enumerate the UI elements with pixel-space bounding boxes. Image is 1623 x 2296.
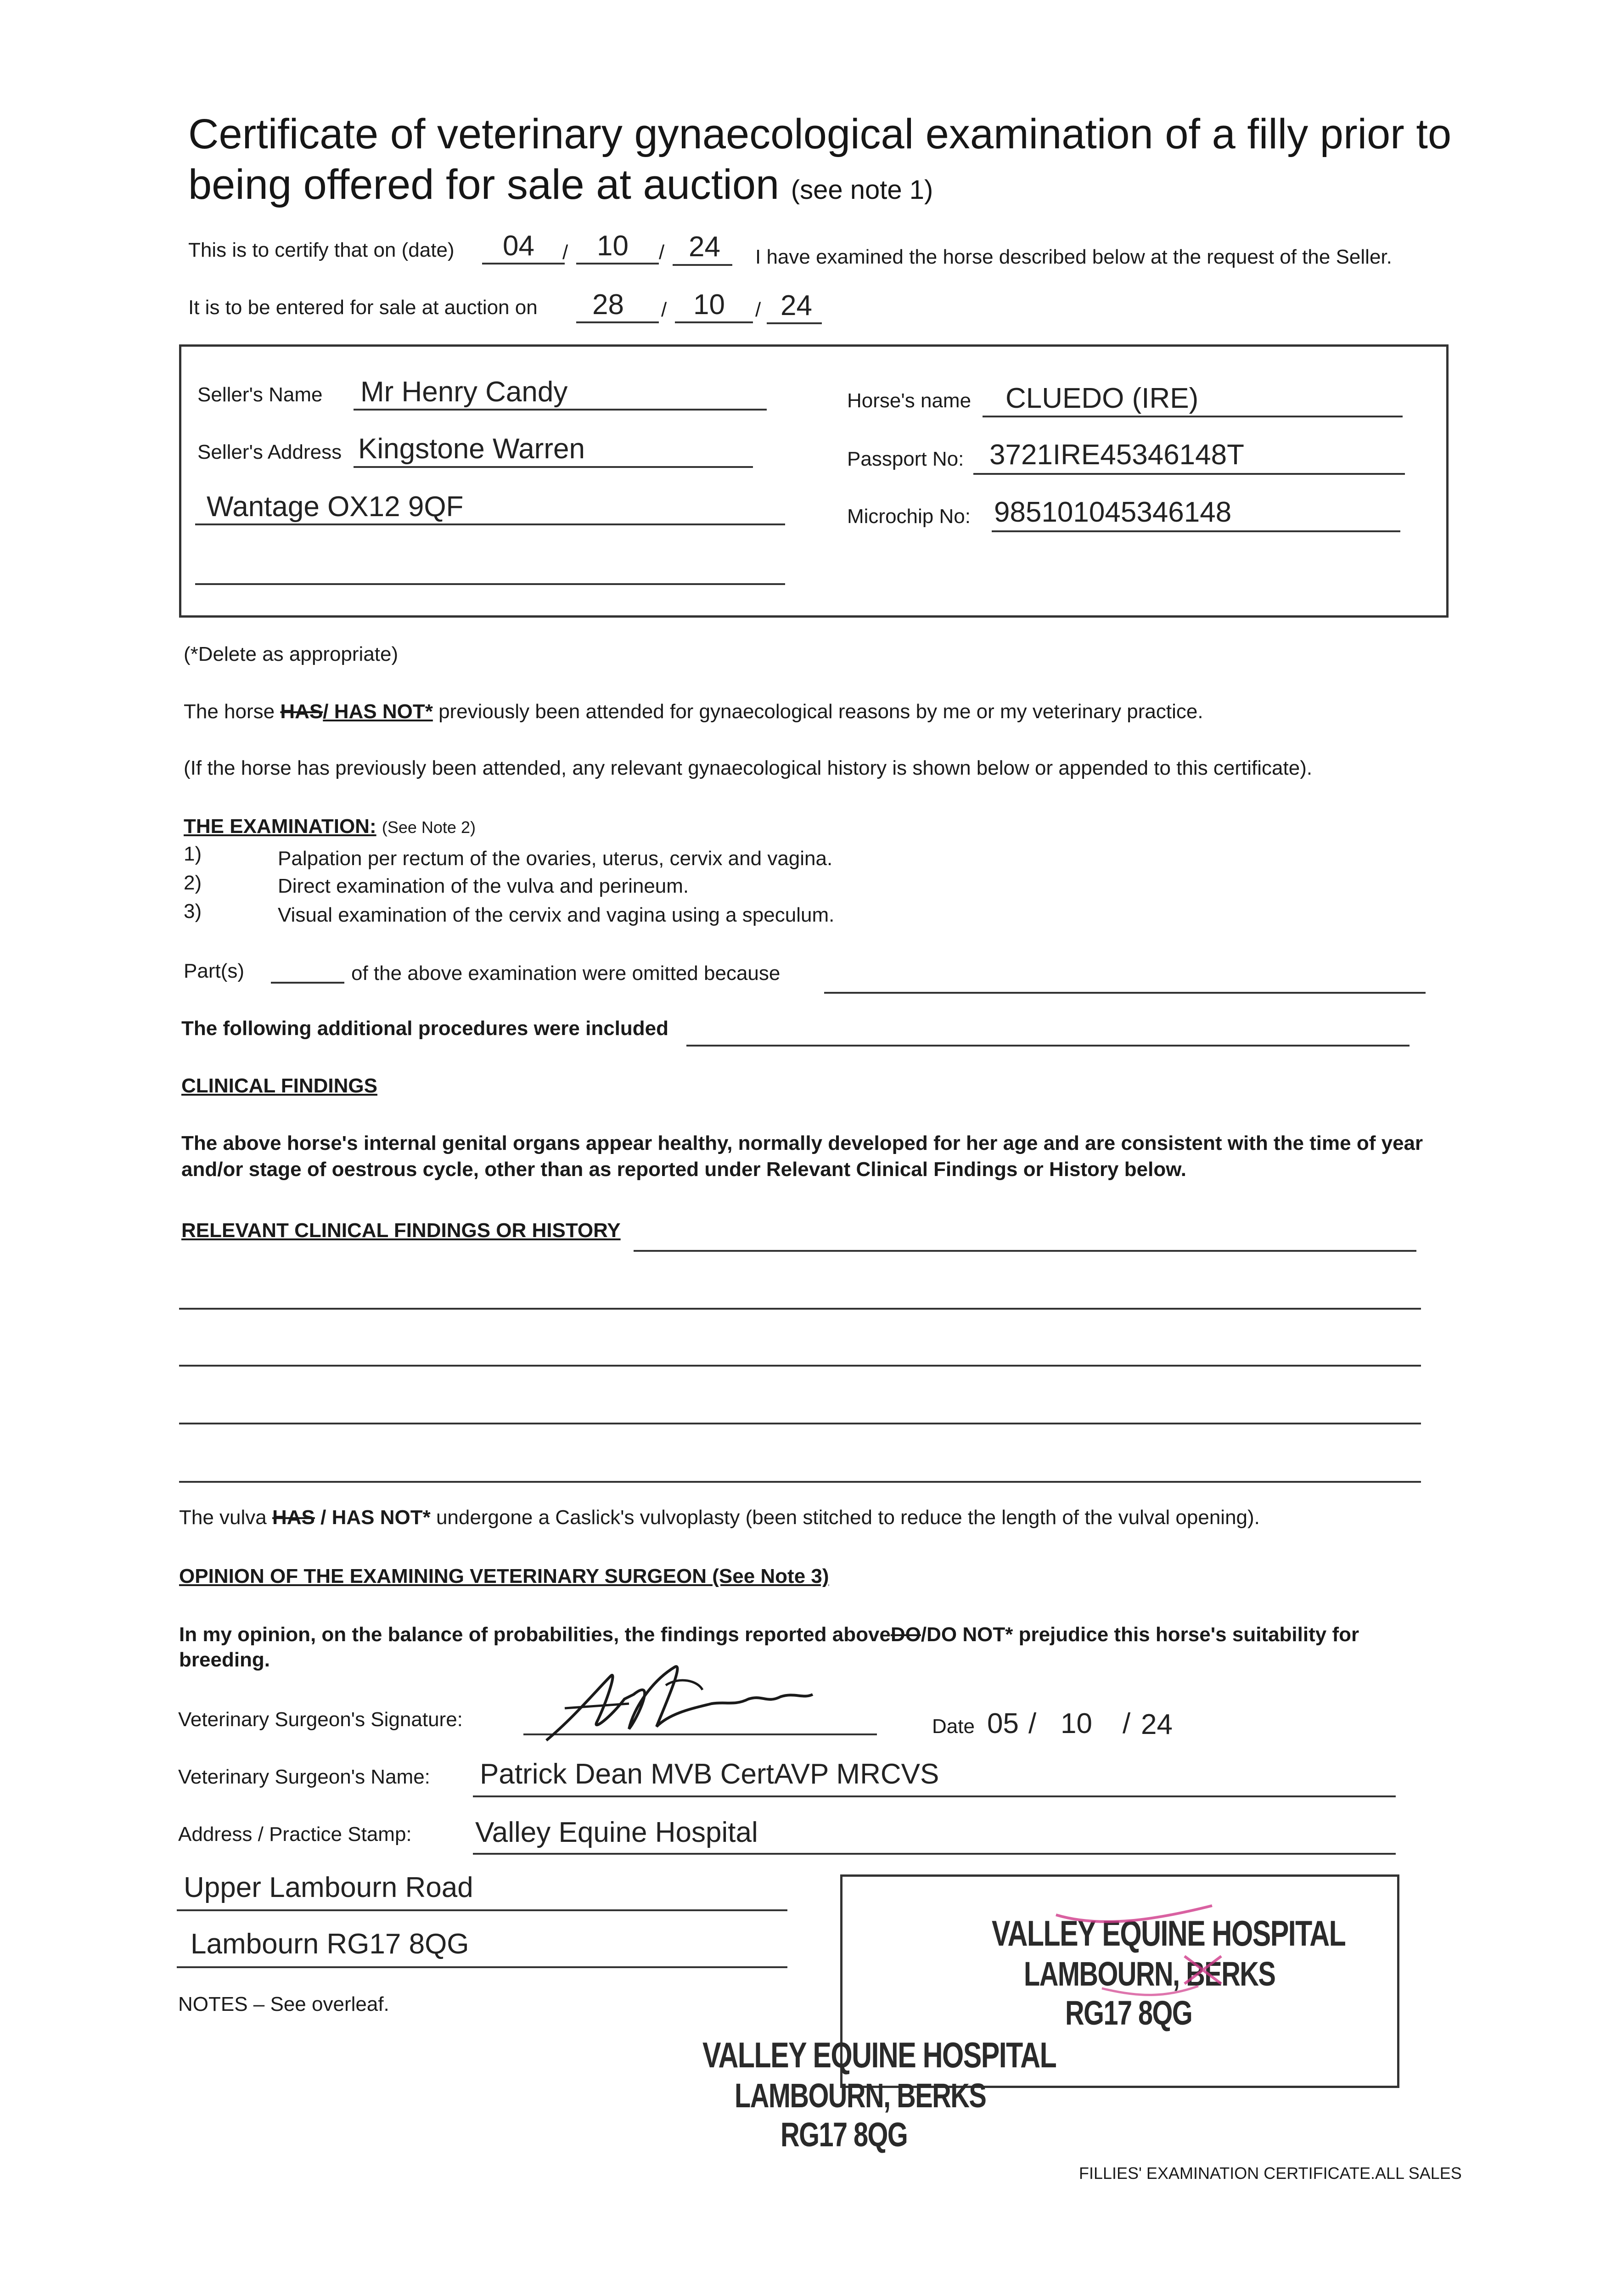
date-sep-2: / xyxy=(659,241,665,264)
examination-heading-note: (See Note 2) xyxy=(382,818,476,837)
stamp-lower-line2: LAMBOURN, BERKS xyxy=(735,2077,986,2115)
stamp-lower-line1: VALLEY EQUINE HOSPITAL xyxy=(702,2035,1056,2075)
auction-date-year: 24 xyxy=(781,290,812,321)
attended-prefix: The horse xyxy=(184,700,275,723)
delete-note: (*Delete as appropriate) xyxy=(184,643,399,665)
exam-item-2-num: 2) xyxy=(184,872,202,894)
date-sep-1: / xyxy=(562,241,568,264)
auction-sep-1: / xyxy=(661,298,667,321)
sign-date-sep-2: / xyxy=(1123,1708,1131,1739)
opinion-text-1b: /DO NOT* prejudice this horse's suitability for xyxy=(921,1623,1359,1646)
microchip-label: Microchip No: xyxy=(847,505,971,528)
auction-date-month: 10 xyxy=(693,289,725,321)
clinical-heading: CLINICAL FINDINGS xyxy=(181,1075,377,1097)
sign-date-year: 24 xyxy=(1141,1709,1173,1740)
exam-date-month: 10 xyxy=(597,230,629,262)
vulva-struck-option: HAS xyxy=(272,1506,315,1529)
title-line2 xyxy=(188,161,933,209)
exam-item-3-text: Visual examination of the cervix and vagina using a speculum. xyxy=(278,904,835,926)
attended-suffix: previously been attended for gynaecological reasons by me or my veterinary practice. xyxy=(438,700,1203,723)
attended-choice: / HAS NOT* xyxy=(323,700,433,723)
vulva-prefix: The vulva xyxy=(179,1506,267,1529)
passport-value: 3721IRE45346148T xyxy=(989,439,1245,471)
attended-line xyxy=(184,700,1203,723)
signature-scribble xyxy=(519,1649,868,1759)
vet-name-label: Veterinary Surgeon's Name: xyxy=(178,1766,430,1788)
exam-date-day: 04 xyxy=(503,230,534,262)
stamp-lower-line3: RG17 8QG xyxy=(781,2116,908,2154)
exam-item-2-text: Direct examination of the vulva and perineum. xyxy=(278,875,689,897)
vet-name-value: Patrick Dean MVB CertAVP MRCVS xyxy=(480,1758,939,1790)
stamp-pink-ink xyxy=(1047,1887,1286,2016)
sign-date-sep-1: / xyxy=(1028,1708,1037,1739)
additional-procedures: The following additional procedures were included xyxy=(181,1017,669,1040)
certify-prefix: This is to certify that on (date) xyxy=(188,239,455,261)
examination-heading xyxy=(184,815,476,838)
exam-date-year: 24 xyxy=(689,231,720,263)
horse-name-value: CLUEDO (IRE) xyxy=(1005,383,1199,414)
examination-heading-text: THE EXAMINATION: xyxy=(184,815,376,838)
vet-address-line3: Lambourn RG17 8QG xyxy=(191,1928,469,1960)
stamp-box-line3: RG17 8QG xyxy=(1065,1994,1192,2032)
clinical-text-1: The above horse's internal genital organs appear healthy, normally developed for her age and are consistent with the time of year xyxy=(181,1132,1423,1154)
title-note: (see note 1) xyxy=(791,175,933,205)
vet-address-line1: Valley Equine Hospital xyxy=(475,1817,758,1848)
seller-address-label: Seller's Address xyxy=(197,441,342,463)
microchip-value: 985101045346148 xyxy=(994,496,1232,528)
seller-name-value: Mr Henry Candy xyxy=(360,376,568,408)
seller-name-label: Seller's Name xyxy=(197,383,323,406)
exam-item-1-num: 1) xyxy=(184,843,202,865)
opinion-struck-option: DO xyxy=(890,1623,921,1646)
clinical-text-2: and/or stage of oestrous cycle, other than as reported under Relevant Clinical Findings or History below. xyxy=(181,1158,1187,1181)
exam-item-1-text: Palpation per rectum of the ovaries, uterus, cervix and vagina. xyxy=(278,847,833,870)
sign-date-label: Date xyxy=(932,1715,975,1738)
auction-prefix: It is to be entered for sale at auction on xyxy=(188,296,538,319)
vulva-line xyxy=(179,1506,1260,1529)
opinion-text-1 xyxy=(179,1623,1359,1646)
vulva-suffix: undergone a Caslick's vulvoplasty (been stitched to reduce the length of the vulval opening). xyxy=(436,1506,1260,1529)
auction-date-day: 28 xyxy=(592,289,624,321)
seller-address-line1: Kingstone Warren xyxy=(358,433,585,465)
passport-label: Passport No: xyxy=(847,448,964,470)
horse-name-label: Horse's name xyxy=(847,389,972,412)
opinion-text-1a: In my opinion, on the balance of probabilities, the findings reported above xyxy=(179,1623,891,1646)
omitted-prefix: Part(s) xyxy=(184,960,244,982)
opinion-text-2: breeding. xyxy=(179,1649,270,1671)
sign-date-day: 05 xyxy=(987,1708,1019,1739)
opinion-heading: OPINION OF THE EXAMINING VETERINARY SURGEON (See Note 3) xyxy=(179,1565,829,1587)
attended-struck-option: HAS xyxy=(280,700,323,723)
stamp-box-line1: VALLEY EQUINE HOSPITAL xyxy=(992,1913,1346,1953)
omitted-suffix: of the above examination were omitted because xyxy=(351,962,781,985)
exam-item-3-num: 3) xyxy=(184,900,202,923)
vet-address-line2: Upper Lambourn Road xyxy=(184,1872,473,1903)
notes-text: NOTES – See overleaf. xyxy=(178,1993,389,2015)
sign-date-month: 10 xyxy=(1061,1708,1092,1739)
signature-label: Veterinary Surgeon's Signature: xyxy=(178,1708,463,1731)
vulva-choice: / HAS NOT* xyxy=(320,1506,431,1529)
footer-text: FILLIES' EXAMINATION CERTIFICATE.ALL SALES xyxy=(1079,2164,1462,2183)
title-line2-text: being offered for sale at auction xyxy=(188,161,780,208)
auction-sep-2: / xyxy=(755,298,761,321)
relevant-heading: RELEVANT CLINICAL FINDINGS OR HISTORY xyxy=(181,1219,621,1242)
attended-note: (If the horse has previously been attended, any relevant gynaecological history is shown below or appended to this certificate). xyxy=(184,757,1313,779)
vet-address-label: Address / Practice Stamp: xyxy=(178,1823,412,1846)
title-line1: Certificate of veterinary gynaecological examination of a filly prior to xyxy=(188,111,1452,158)
certify-suffix: I have examined the horse described below at the request of the Seller. xyxy=(755,246,1392,268)
practice-stamp-lower xyxy=(702,2034,1156,2154)
seller-address-line2: Wantage OX12 9QF xyxy=(207,491,464,523)
stamp-box-line2: LAMBOURN, BERKS xyxy=(1024,1955,1275,1993)
